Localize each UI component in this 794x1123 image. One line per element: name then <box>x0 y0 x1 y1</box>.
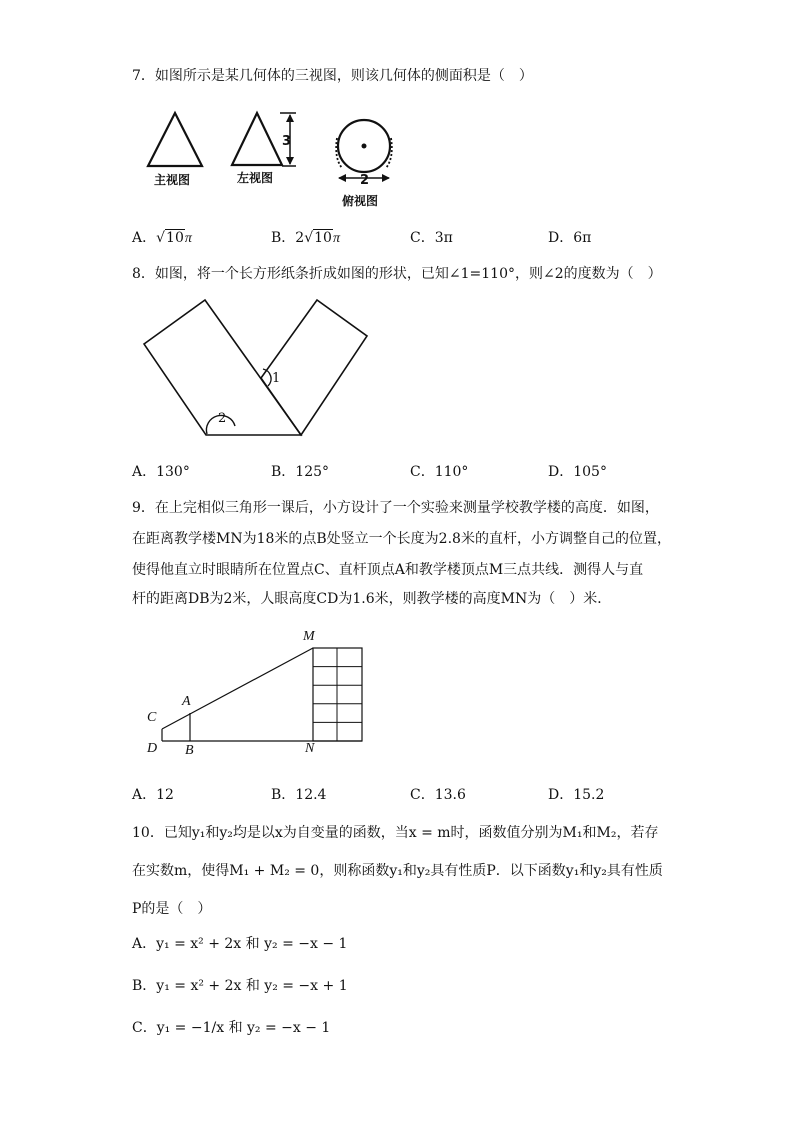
q9-option-c[interactable]: C．13.6 <box>410 787 466 803</box>
q9-label-b: B <box>185 743 194 758</box>
q7-top-view-label: 俯视图 <box>342 194 379 208</box>
q7-option-b[interactable]: B．2√10π <box>271 230 340 246</box>
q7-option-c[interactable]: C．3π <box>410 230 453 246</box>
q10-option-a[interactable]: A．y₁ = x² + 2x 和 y₂ = −x − 1 <box>132 936 348 952</box>
q7-height-label: 3 <box>282 134 292 149</box>
q9-stem-line3: 使得他直立时眼睛所在位置点C、直杆顶点A和教学楼顶点M三点共线．测得人与直 <box>132 562 644 578</box>
q9-option-d[interactable]: D．15.2 <box>548 787 605 803</box>
q7-left-view-label: 左视图 <box>237 171 274 185</box>
q7-option-a[interactable]: A．√10π <box>132 230 192 246</box>
q8-option-b[interactable]: B．125° <box>271 464 330 480</box>
q7-left-view-triangle <box>232 113 282 165</box>
q7-front-view-triangle <box>148 113 202 166</box>
q7-top-view-center <box>362 144 367 149</box>
q7-front-view-label: 主视图 <box>154 173 191 187</box>
q9-label-n: N <box>305 741 315 756</box>
q7-stem: 7．如图所示是某几何体的三视图，则该几何体的侧面积是（ ） <box>132 68 533 84</box>
q9-label-a: A <box>182 694 191 709</box>
q10-stem-line1: 10．已知y₁和y₂均是以x为自变量的函数，当x = m时，函数值分别为M₁和M₂，若存 <box>132 825 659 841</box>
q9-option-a[interactable]: A．12 <box>132 787 174 803</box>
q8-right-strip <box>261 300 367 435</box>
q8-option-a[interactable]: A．130° <box>132 464 190 480</box>
q7-option-d[interactable]: D．6π <box>548 230 592 246</box>
q8-angle1-label: 1 <box>272 371 281 386</box>
q8-option-d[interactable]: D．105° <box>548 464 607 480</box>
q10-stem-line3: P的是（ ） <box>132 901 212 917</box>
q9-stem-line4: 杆的距离DB为2米，人眼高度CD为1.6米，则教学楼的高度MN为（ ）米． <box>132 591 612 607</box>
q9-stem-line1: 9．在上完相似三角形一课后，小方设计了一个实验来测量学校教学楼的高度．如图， <box>132 500 659 516</box>
q8-stem: 8．如图，将一个长方形纸条折成如图的形状，已知∠1=110°，则∠2的度数为（ ） <box>132 266 662 282</box>
q9-label-d: D <box>147 741 158 756</box>
q10-stem-line2: 在实数m，使得M₁ + M₂ = 0，则称函数y₁和y₂具有性质P．以下函数y₁和y₂具有性质 <box>132 863 663 879</box>
q10-option-c[interactable]: C．y₁ = −1/x 和 y₂ = −x − 1 <box>132 1020 331 1036</box>
q7-width-label: 2 <box>360 173 370 188</box>
q10-option-b[interactable]: B．y₁ = x² + 2x 和 y₂ = −x + 1 <box>132 978 348 994</box>
q8-option-c[interactable]: C．110° <box>410 464 469 480</box>
q9-sight-line <box>162 648 313 729</box>
q9-label-m: M <box>303 629 315 644</box>
q9-label-c: C <box>147 710 157 725</box>
q9-stem-line2: 在距离教学楼MN为18米的点B处竖立一个长度为2.8米的直杆，小方调整自己的位置， <box>132 531 671 547</box>
q9-option-b[interactable]: B．12.4 <box>271 787 327 803</box>
q8-folded-strip-figure <box>140 295 372 440</box>
q8-angle2-label: 2 <box>218 411 227 426</box>
